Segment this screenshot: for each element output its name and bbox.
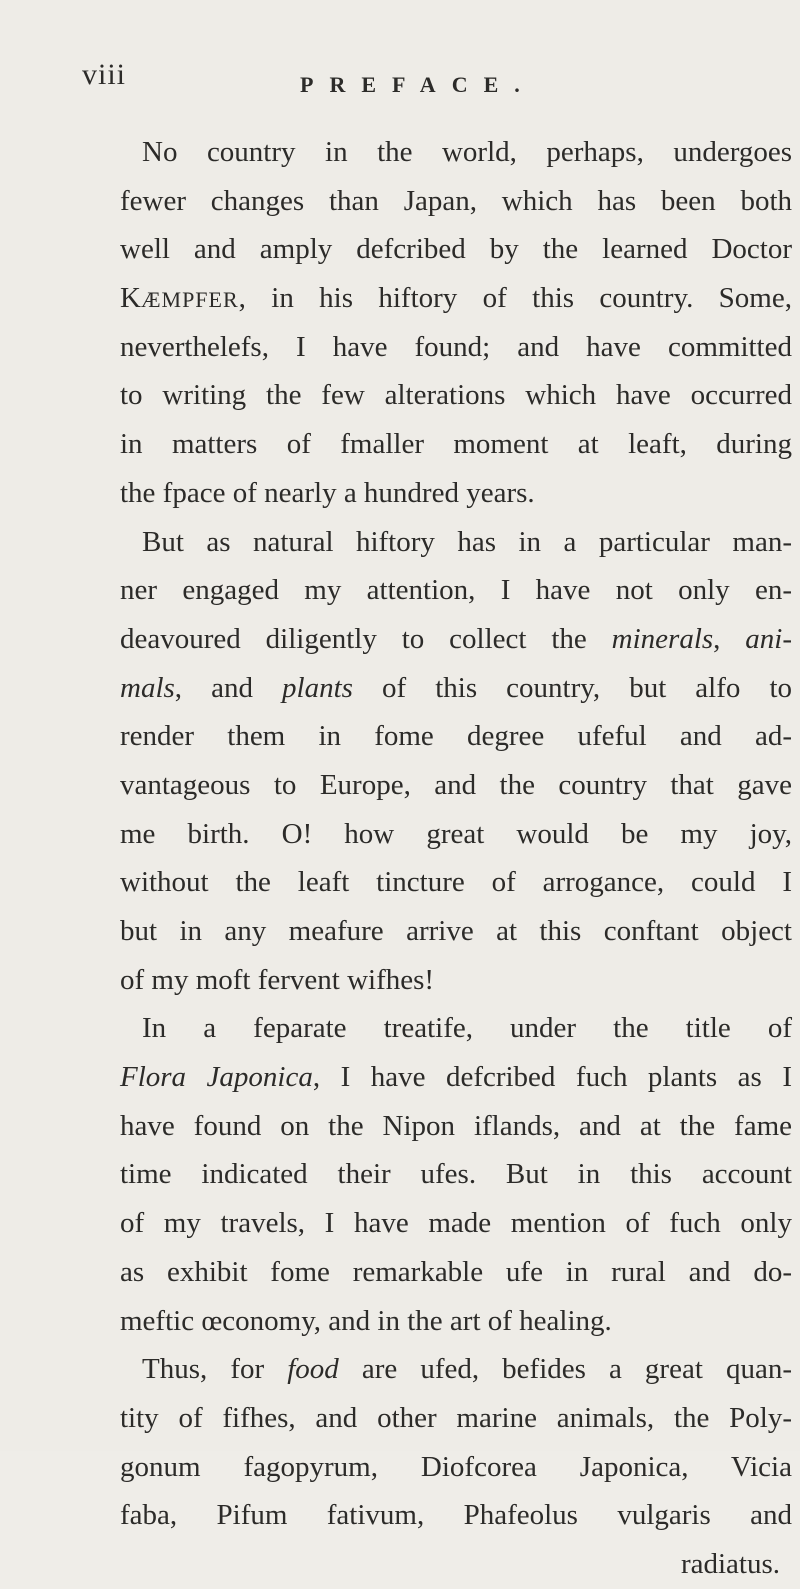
text-line: faba, Pifum fativum, Phafeolus vulgaris and <box>120 1499 792 1532</box>
text-line: the fpace of nearly a hundred years. <box>120 476 535 509</box>
text-line: vantageous to Europe, and the country that gave <box>120 768 792 801</box>
text-run: of this country, but alfo to <box>352 671 793 704</box>
text-run: , and <box>174 671 283 704</box>
text-run: , in his hiftory of this country. Some, <box>238 282 792 315</box>
page-header <box>82 58 782 102</box>
text-run: Thus, for <box>142 1353 288 1386</box>
text-line: well and amply defcribed by the learned Doctor <box>120 233 792 266</box>
paragraph <box>120 518 792 1005</box>
author-name-small-caps: ÆMPFER <box>140 287 239 313</box>
running-head: PREFACE. <box>300 72 536 97</box>
text-run: are ufed, befides a great quan- <box>338 1353 792 1386</box>
text-line: No country in the world, perhaps, undergoes <box>142 136 792 168</box>
italic-term: plants <box>282 671 353 704</box>
text-line <box>120 1345 792 1394</box>
paragraph <box>120 1004 792 1345</box>
author-name-initial: K <box>120 282 141 315</box>
catchword: radiatus. <box>680 1547 780 1580</box>
text-line: have found on the Nipon iflands, and at the fame <box>120 1109 792 1142</box>
text-line: time indicated their ufes. But in this account <box>120 1158 792 1191</box>
text-line: ner engaged my attention, I have not only en- <box>120 574 792 607</box>
text-line: gonum fagopyrum, Diofcorea Japonica, Vicia <box>120 1450 792 1483</box>
text-line: fewer changes than Japan, which has been both <box>120 184 792 217</box>
text-line <box>120 664 792 713</box>
paragraph <box>120 128 792 518</box>
text-line: neverthelefs, I have found; and have committed <box>120 330 792 363</box>
text-line: tity of fifhes, and other marine animals, the Poly- <box>120 1401 792 1434</box>
text-line <box>120 615 792 664</box>
text-line: In a feparate treatife, under the title of <box>142 1012 792 1045</box>
text-run: , <box>713 622 746 655</box>
text-line: render them in fome degree ufeful and ad- <box>120 720 792 753</box>
text-line: of my moft fervent wifhes! <box>120 963 435 996</box>
text-line: as exhibit fome remarkable ufe in rural and do- <box>120 1255 792 1288</box>
italic-term: mals <box>120 671 175 704</box>
text-line: but in any meafure arrive at this conftant object <box>120 915 792 947</box>
text-run: deavoured diligently to collect the <box>120 622 612 655</box>
italic-term: minerals <box>611 622 714 655</box>
text-line: without the leaft tincture of arrogance, could I <box>120 866 792 899</box>
body-text <box>120 128 792 1589</box>
italic-term: food <box>287 1353 339 1386</box>
italic-term: ani- <box>745 622 793 655</box>
text-line <box>120 1053 792 1102</box>
page-number: viii <box>82 58 127 91</box>
italic-title: Flora Japonica <box>120 1061 313 1094</box>
text-line: me birth. O! how great would be my joy, <box>120 817 792 850</box>
text-run: , I have defcribed fuch plants as I <box>312 1061 792 1094</box>
text-line: in matters of fmaller moment at leaft, during <box>120 428 792 461</box>
text-line: meftic œconomy, and in the art of healing. <box>120 1304 612 1337</box>
paragraph <box>120 1345 792 1540</box>
text-line: to writing the few alterations which have occurred <box>120 379 792 412</box>
text-line: But as natural hiftory has in a particular man- <box>142 525 792 558</box>
text-line <box>120 274 792 323</box>
text-line: of my travels, I have made mention of fuch only <box>120 1207 792 1240</box>
